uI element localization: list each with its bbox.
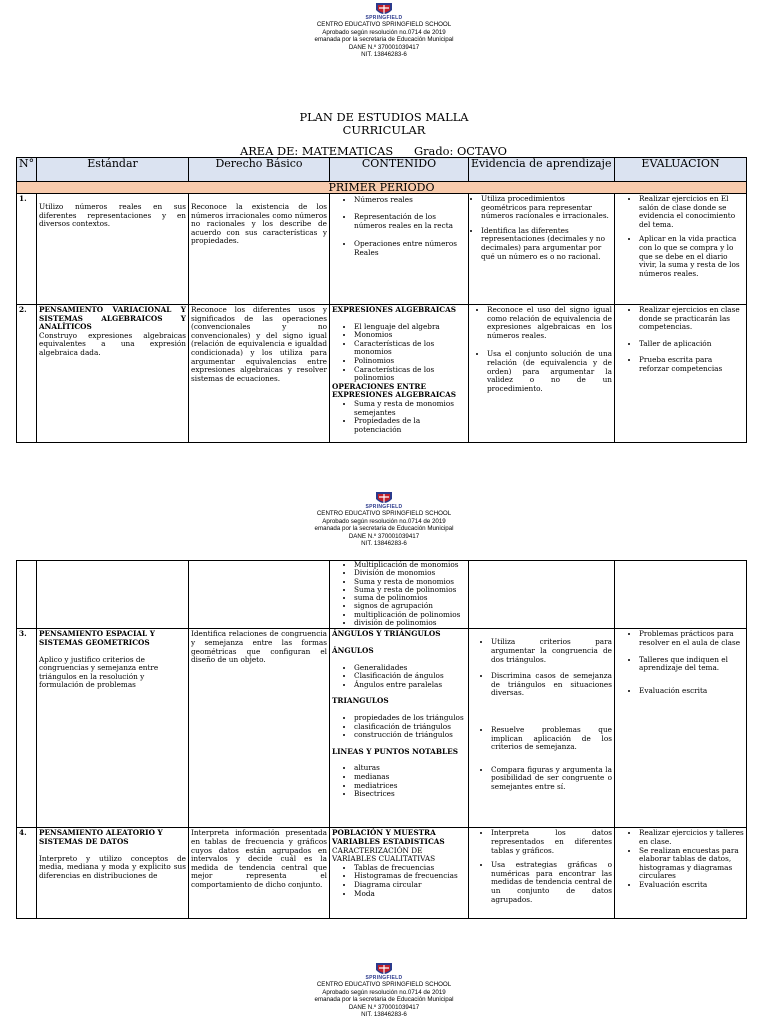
header-line: emanada por la secretaria de Educación Municipal [314,525,454,533]
standard-title: PENSAMIENTO ALEATORIO Y SISTEMAS DE DATOS [39,828,163,846]
header-line: Aprobado según resolución no.0714 de 2019 [322,988,446,996]
content-item: • Tablas de frecuencias [354,864,466,873]
evaluation-item: • Evaluación escrita [639,881,744,890]
empty-cell [37,561,189,629]
standard-title: PENSAMIENTO ESPACIAL Y SISTEMAS GEOMETRICOS [39,629,155,647]
evaluation-item: • Problemas prácticos para resolver en el aula de clase [639,630,744,647]
evaluation-item: • Se realizan encuestas para elaborar tablas de datos, histogramas y diagramas circulares [639,847,744,881]
content-item: • Características de los monomios [354,340,466,357]
evidence-cell [469,305,615,443]
title-line: PLAN DE ESTUDIOS MALLA [299,110,469,124]
evidence-item: • Discrimina casos de semejanza de triángulos en situaciones diversas. [491,672,612,698]
empty-cell [189,561,330,629]
evidence-item: • Interpreta los datos representados en diferentes tablas y gráficos. [491,829,612,855]
content-title: ÁNGULOS [332,645,374,655]
right-cell: Interpreta información presentada en tablas de frecuencia y gráficos cuyos datos están agrupados en intervalos y decide cuál es la medida de tendencia central que mejor representa el comportamiento de dicho conjunto. [189,828,330,919]
col-header-content: CONTENIDO [330,158,469,182]
col-header-num: N° [17,158,37,182]
evaluation-item: • Evaluación escrita [639,687,744,696]
content-item: • División de monomios [354,569,466,577]
content-item: • Multiplicación de monomios [354,561,466,569]
empty-cell [17,561,37,629]
evaluation-cell [615,828,747,919]
row-number: 2. [17,305,37,443]
logo-text: SPRINGFIELD [365,15,403,21]
content-item: • Generalidades [354,664,466,673]
right-cell: Reconoce los diferentes usos y significados de las operaciones (convencionales y no convencionales) y del signo igual (relación de equivalencia e igualdad condicionada) y los utiliza para argumentar equivalencias entre expresiones algebraicas y resolver sistemas de ecuaciones. [189,305,330,443]
evidence-item: • Utiliza procedimientos geométricos para representar números racionales e irracionales. [481,195,612,221]
header-line: CENTRO EDUCATIVO SPRINGFIELD SCHOOL [316,510,452,517]
content-title: POBLACIÓN Y MUESTRA VARIABLES ESTADISTICAS [332,828,445,846]
col-header-standard: Estándar [37,158,189,182]
header-line: emanada por la secretaria de Educación Municipal [314,36,454,44]
col-header-evidence: Evidencia de aprendizaje [469,158,615,182]
standard-text: Construyo expresiones algebraicas equivalentes a una expresión algebraica dada. [39,330,186,357]
header-line: emanada por la secretaria de Educación Municipal [314,996,454,1004]
school-header [0,491,768,548]
content-item: • Diagrama circular [354,881,466,890]
evidence-cell [469,828,615,919]
header-line: CENTRO EDUCATIVO SPRINGFIELD SCHOOL [316,981,452,988]
curriculum-table-page2 [16,560,747,919]
school-header [0,962,768,1019]
right-cell [189,194,330,305]
row-number: 4. [17,828,37,919]
right-cell: Identifica relaciones de congruencia y semejanza entre las formas geométricas que configuran el diseño de un objeto. [189,629,330,828]
content-title: ÁNGULOS Y TRIÁNGULOS [332,629,441,639]
header-line: CENTRO EDUCATIVO SPRINGFIELD SCHOOL [316,21,452,28]
col-header-evaluation: EVALUACION [615,158,747,182]
evaluation-item: • Talleres que indiquen el aprendizaje del tema. [639,656,744,673]
title-line: CURRICULAR [342,122,426,137]
header-line: NIT. 13846283-6 [361,51,407,59]
empty-cell [469,561,615,629]
content-item: • construcción de triángulos [354,731,466,740]
content-item: • Números reales [354,195,466,204]
content-item: • Representación de los números reales en la recta [354,212,466,230]
content-item: • multiplicación de polinomios [354,611,466,619]
standard-cell [37,305,189,443]
content-item: • Operaciones entre números Reales [354,239,466,257]
content-cell [330,828,469,919]
header-line: Aprobado según resolución no.0714 de 2019 [322,28,446,36]
evidence-item: • Compara figuras y argumenta la posibilidad de ser congruente o semejantes entre sí. [491,766,612,792]
content-item: • signos de agrupación [354,602,466,610]
logo-text: SPRINGFIELD [365,504,403,510]
content-item: • El lenguaje del algebra [354,323,466,332]
evidence-item: • Usa el conjunto solución de una relación (de equivalencia y de orden) para argumentar la validez o no de un procedimiento. [487,350,612,393]
content-item: • Suma y resta de monomios [354,578,466,586]
evidence-item: • Resuelve problemas que implican aplicación de los criterios de semejanza. [491,726,612,752]
content-item: • mediatrices [354,782,466,791]
header-line: Aprobado según resolución no.0714 de 2019 [322,517,446,525]
evidence-item: • Usa estrategias gráficas o numéricas para encontrar las medidas de tendencia central de un conjunto de datos agrupados. [491,861,612,904]
evidence-cell [469,194,615,305]
content-item: • Monomios [354,331,466,340]
row-number: 1. [17,194,37,305]
evaluation-item: • Realizar ejercicios en clase donde se practicarán las competencias. [639,306,744,332]
content-item: • propiedades de los triángulos [354,714,466,723]
content-cell [330,561,469,629]
evaluation-item: • Taller de aplicación [639,340,744,349]
content-item: • medianas [354,773,466,782]
standard-text: Interpreto y utilizo conceptos de media, mediana y moda y explicito sus diferencias en distribuciones de [39,853,186,880]
content-title: TRIANGULOS [332,696,389,706]
evaluation-cell [615,194,747,305]
school-header [0,2,768,59]
header-line: NIT. 13846283-6 [361,1011,407,1019]
evidence-item: • Reconoce el uso del signo igual como relación de equivalencia de expresiones algebraicas en los números reales. [487,306,612,340]
document-title [0,111,768,136]
content-item: • alturas [354,764,466,773]
evaluation-item: • Realizar ejercicios y talleres en clase. [639,829,744,846]
content-cell [330,629,469,828]
content-title: OPERACIONES ENTRE EXPRESIONES ALGEBRAICAS [332,381,457,400]
standard-text: Utilizo números reales en sus diferentes representaciones y en diversos contextos. [39,202,186,229]
content-item: • Polinomios [354,357,466,366]
content-subtitle: CARACTERIZACIÓN DE VARIABLES CUALITATIVAS [332,845,436,864]
content-title: LINEAS Y PUNTOS NOTABLES [332,746,458,756]
standard-title: PENSAMIENTO VARIACIONAL Y SISTEMAS ALGEBRAICOS Y ANALÍTICOS [39,305,186,332]
standard-text: Aplico y justifico criterios de congruencias y semejanza entre triángulos en la resolución y formulación de problemas [39,654,159,690]
content-item: • suma de polinomios [354,594,466,602]
evaluation-item: • Aplicar en la vida practica con lo que se compra y lo que se debe en el diario vivir, la suma y resta de los números reales. [639,235,744,278]
evaluation-item: • Prueba escrita para reforzar competencias [639,356,744,373]
content-item: • división de polinomios [354,619,466,627]
header-line: DANE N.º 370001039417 [348,1003,420,1011]
evidence-item: • Identifica las diferentes representaciones (decimales y no decimales) para argumentar por qué un número es o no racional. [481,227,612,261]
content-item: • Ángulos entre paralelas [354,681,466,690]
content-cell [330,194,469,305]
content-item: • Bisectrices [354,790,466,799]
standard-cell [37,828,189,919]
content-cell [330,305,469,443]
evidence-item: • Utiliza criterios para argumentar la congruencia de dos triángulos. [491,638,612,664]
content-title: EXPRESIONES ALGEBRAICAS [332,305,457,314]
evaluation-item: • Realizar ejercicios en El salón de clase donde se evidencia el conocimiento del tema. [639,195,744,229]
logo-text: SPRINGFIELD [365,975,403,981]
content-item: • Suma y resta de polinomios [354,586,466,594]
content-item: • Moda [354,890,466,899]
content-item: • Suma y resta de monomios semejantes [354,400,466,417]
content-item: • Histogramas de frecuencias [354,872,466,881]
evidence-cell [469,629,615,828]
header-line: DANE N.º 370001039417 [348,43,420,51]
right-text: Reconoce la existencia de los números irracionales como números no racionales y los describe de acuerdo con sus características y propiedades. [191,202,327,246]
header-line: DANE N.º 370001039417 [348,532,420,540]
row-number: 3. [17,629,37,828]
curriculum-table-page1 [16,157,747,443]
standard-cell [37,194,189,305]
content-item: • Propiedades de la potenciación [354,417,466,434]
content-item: • Características de los polinomios [354,366,466,383]
evaluation-cell [615,305,747,443]
standard-cell [37,629,189,828]
header-line: NIT. 13846283-6 [361,540,407,548]
area-label: AREA DE: MATEMATICAS [240,144,394,158]
evaluation-cell [615,629,747,828]
col-header-right: Derecho Básico [189,158,330,182]
period-label: PRIMER PERIODO [17,182,747,194]
grade-label: Grado: OCTAVO [414,144,507,158]
empty-cell [615,561,747,629]
content-item: • Clasificación de ángulos [354,672,466,681]
content-item: • clasificación de triángulos [354,723,466,732]
